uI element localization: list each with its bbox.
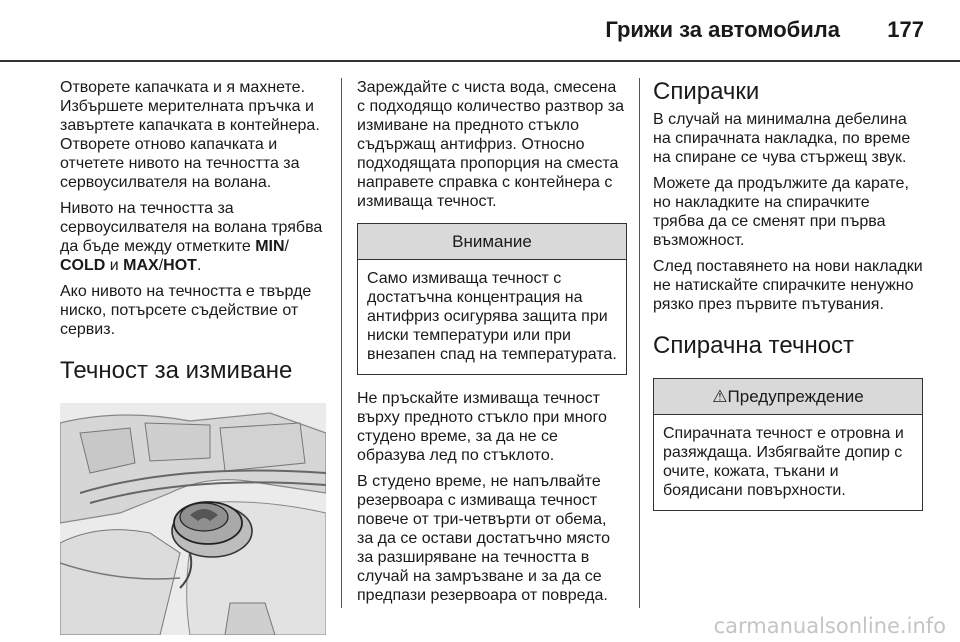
page-number: 177 (887, 17, 924, 42)
section-heading: Спирачки (653, 78, 760, 105)
mark-min: MIN (255, 238, 285, 255)
washer-reservoir-image (60, 403, 326, 635)
text: . (196, 257, 202, 274)
paragraph: Можете да продължите да карате, но накладките на спирачките трябва да се сменят при първа възможност. (653, 175, 909, 249)
warning-header (654, 379, 922, 415)
paragraph: Отворете капачката и я махнете. Избършете мерителната пръчка и завъртете капачката в контейнера. Отворете отново капачката и отчетете нивото на течността за сервоусилвателя на волана. (60, 79, 320, 191)
paragraph: След поставянето на нови накладки не натискайте спирачките ненужно рязко през първите пътувания. (653, 258, 923, 313)
caution-box (357, 223, 627, 375)
column-divider (341, 78, 342, 608)
page-header (0, 0, 960, 60)
warning-box (653, 378, 923, 511)
separator: / (158, 257, 164, 274)
warning-body: Спирачната течност е отровна и разяждаща. Избягвайте допир с очите, кожата, тъкани и боядисани повърхности. (663, 425, 904, 499)
paragraph: В случай на минимална дебелина на спирачната накладка, по време на спиране се чува стържещ звук. (653, 111, 911, 166)
separator: / (284, 238, 289, 255)
paragraph: Зареждайте с чиста вода, смесена с подходящо количество разтвор за измиване на предното стъкло съдържащ антифриз. Относно подходящата пропорция на сместа направете справка с контейнера с измиваща течност. (357, 79, 624, 210)
warning-icon: ⚠ (712, 387, 728, 406)
caution-title: Внимание (358, 224, 626, 260)
mark-hot: HOT (163, 257, 197, 274)
paragraph: Ако нивото на течността е твърде ниско, потърсете съдействие от сервиз. (60, 283, 312, 338)
washer-reservoir-illustration (60, 403, 326, 635)
column-right (653, 78, 923, 525)
text: и (105, 257, 124, 274)
caution-body: Само измиваща течност с достатъчна концентрация на антифриз осигурява защита при ниски температури или при внезапен спад на температурата. (367, 270, 617, 363)
column-divider (639, 78, 640, 608)
page-title: Грижи за автомобила (605, 17, 840, 42)
mark-cold: COLD (60, 257, 106, 274)
header-rule (0, 60, 960, 62)
column-middle (357, 78, 627, 612)
paragraph: В студено време, не напълвайте резервоара с измиваща течност повече от три-четвърти от обема, за да се остави достатъчно място за разширяване на течността в случай на замръзване и за да се предпази резервоара от повреда. (357, 473, 611, 604)
column-left (60, 78, 332, 635)
paragraph: Не пръскайте измиваща течност върху предното стъкло при много студено време, за да не се образува лед по стъклото. (357, 390, 607, 464)
text: Нивото на течността за сервоусилвателя на волана трябва да бъде между отметките (60, 200, 323, 255)
section-heading: Спирачна течност (653, 332, 855, 359)
watermark: carmanualsonline.info (713, 614, 946, 638)
section-heading: Течност за измиване (60, 357, 293, 384)
mark-max: MAX (123, 257, 159, 274)
warning-title: Предупреждение (727, 387, 864, 406)
paragraph (60, 199, 332, 275)
